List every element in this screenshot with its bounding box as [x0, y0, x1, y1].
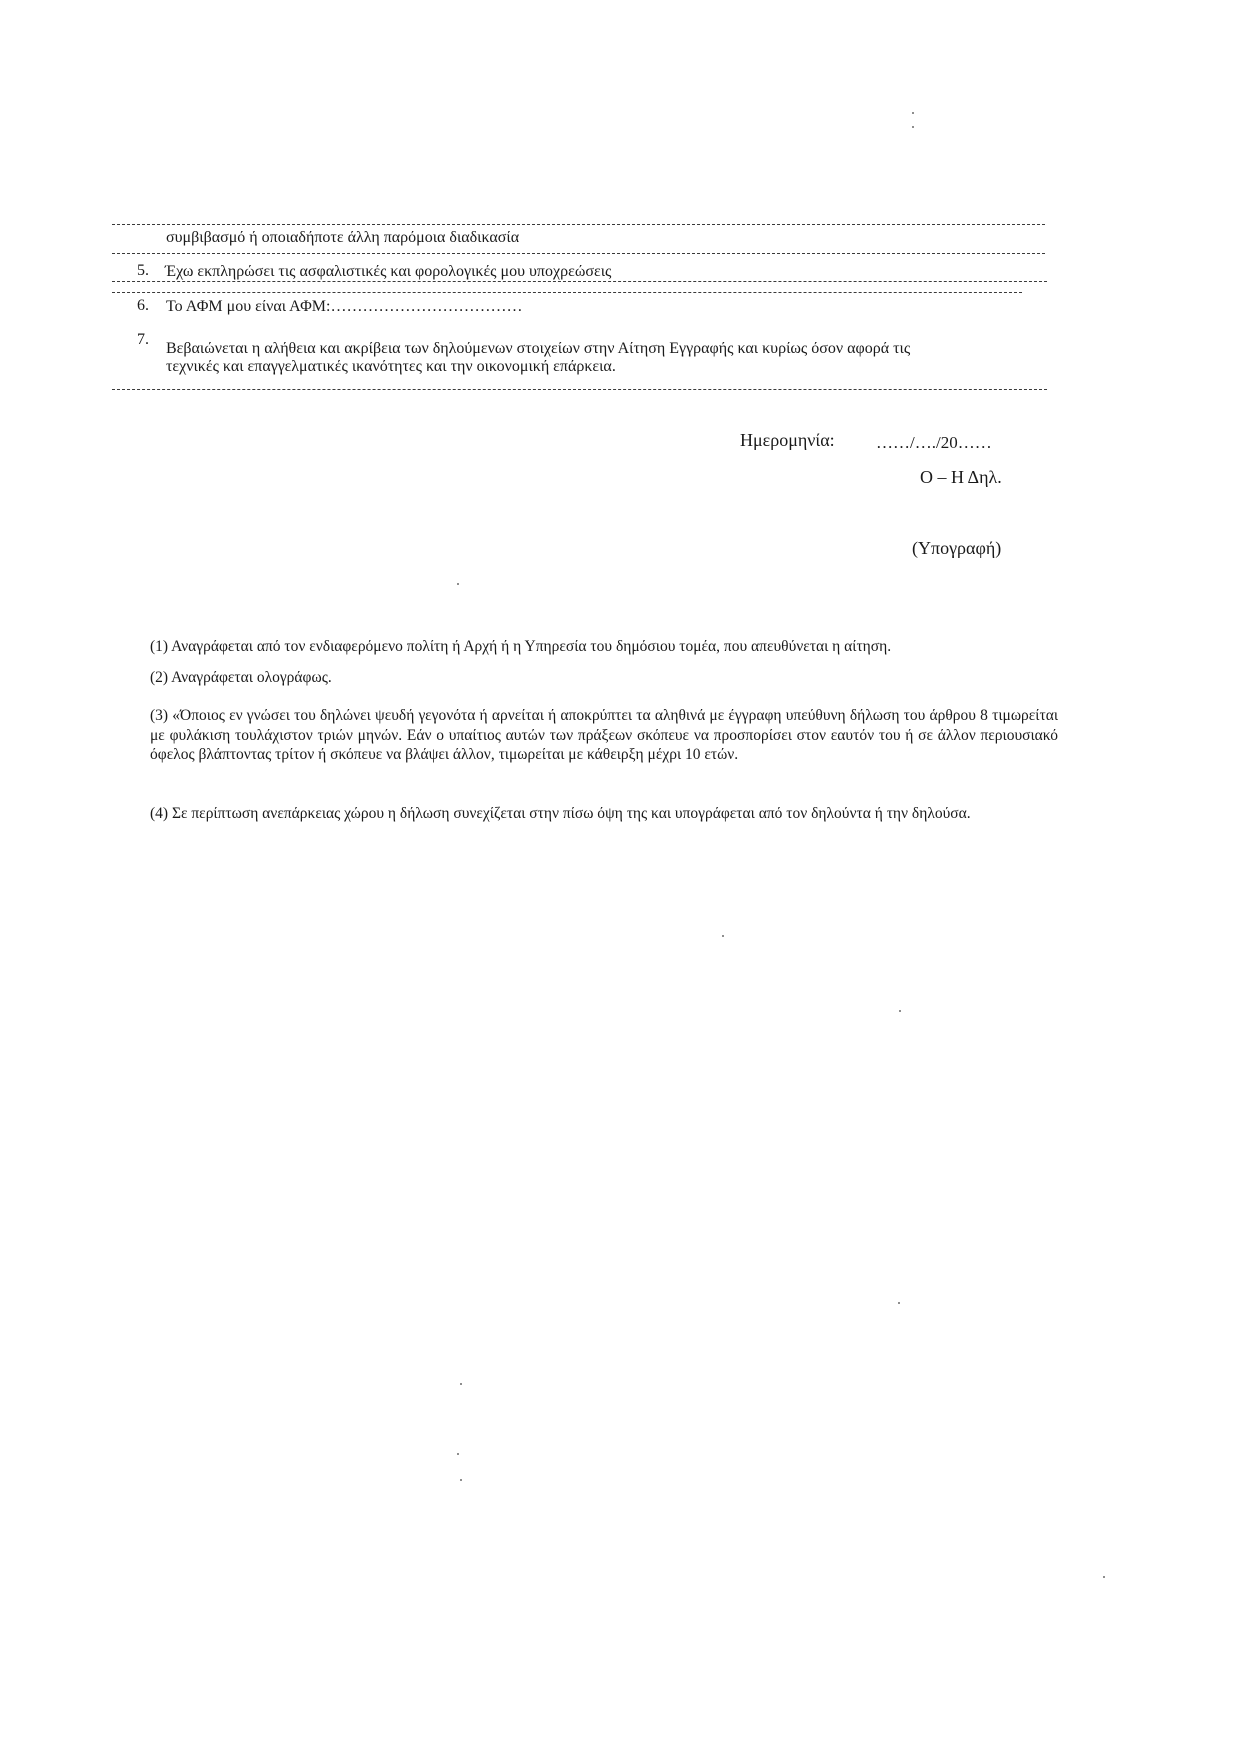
- footnote-1: (1) Αναγράφεται από τον ενδιαφερόμενο πολίτη ή Αρχή ή η Υπηρεσία του δημόσιου τομέα, που απευθύνεται η αίτηση.: [150, 638, 892, 655]
- declarant-label: Ο – Η Δηλ.: [920, 467, 1002, 487]
- scan-speck: [1103, 1576, 1105, 1578]
- scan-speck: [460, 1383, 462, 1385]
- scan-speck: [460, 1479, 462, 1481]
- scan-speck: [912, 112, 914, 114]
- dashed-divider: [112, 389, 1047, 390]
- scan-speck: [899, 1010, 901, 1012]
- item-number: 7.: [137, 331, 149, 348]
- scan-speck: [722, 935, 724, 937]
- declaration-item-6: Το ΑΦΜ μου είναι ΑΦΜ:………………………………: [166, 298, 523, 315]
- scan-speck: [457, 1453, 459, 1455]
- dashed-divider: [112, 292, 1022, 293]
- scan-speck: [457, 583, 459, 585]
- footnote-2: (2) Αναγράφεται ολογράφως.: [150, 669, 332, 686]
- footnote-4: (4) Σε περίπτωση ανεπάρκειας χώρου η δήλωση συνεχίζεται στην πίσω όψη της και υπογράφεται από τον δηλούντα ή την δηλούσα.: [150, 805, 971, 822]
- scan-speck: [898, 1302, 900, 1304]
- date-label: Ημερομηνία:: [740, 430, 835, 450]
- declaration-item-7-line1: Βεβαιώνεται η αλήθεια και ακρίβεια των δηλούμενων στοιχείων στην Αίτηση Εγγραφής και κυρίως όσον αφορά τις: [166, 340, 911, 357]
- dashed-divider: [112, 224, 1045, 225]
- item-number: 5.: [137, 262, 149, 279]
- signature-label: (Υπογραφή): [912, 538, 1002, 558]
- dashed-divider: [112, 253, 1045, 254]
- dashed-divider: [112, 281, 1047, 282]
- footnote-3: (3) «Όποιος εν γνώσει του δηλώνει ψευδή γεγονότα ή αρνείται ή αποκρύπτει τα αληθινά με έγγραφη υπεύθυνη δήλωση του άρθρου 8 τιμωρείται με φυλάκιση τουλάχιστον τριών μηνών. Εάν ο υπαίτιος αυτών των πράξεων σκόπευε να προσπορίσει στον εαυτόν του ή σε άλλον περιουσιακό όφελος βλάπτοντας τρίτον ή σκόπευε να βλάψει άλλον, τιμωρείται με κάθειρξη μέχρι 10 ετών.: [150, 707, 1058, 763]
- scan-speck: [912, 126, 914, 128]
- continuation-text: συμβιβασμό ή οποιαδήποτε άλλη παρόμοια διαδικασία: [166, 229, 520, 246]
- date-value: ……/…./20……: [876, 433, 992, 452]
- declaration-item-7-line2: τεχνικές και επαγγελματικές ικανότητες και την οικονομική επάρκεια.: [166, 358, 616, 375]
- item-number: 6.: [137, 297, 149, 314]
- declaration-item-5: Έχω εκπληρώσει τις ασφαλιστικές και φορολογικές μου υποχρεώσεις: [165, 263, 612, 280]
